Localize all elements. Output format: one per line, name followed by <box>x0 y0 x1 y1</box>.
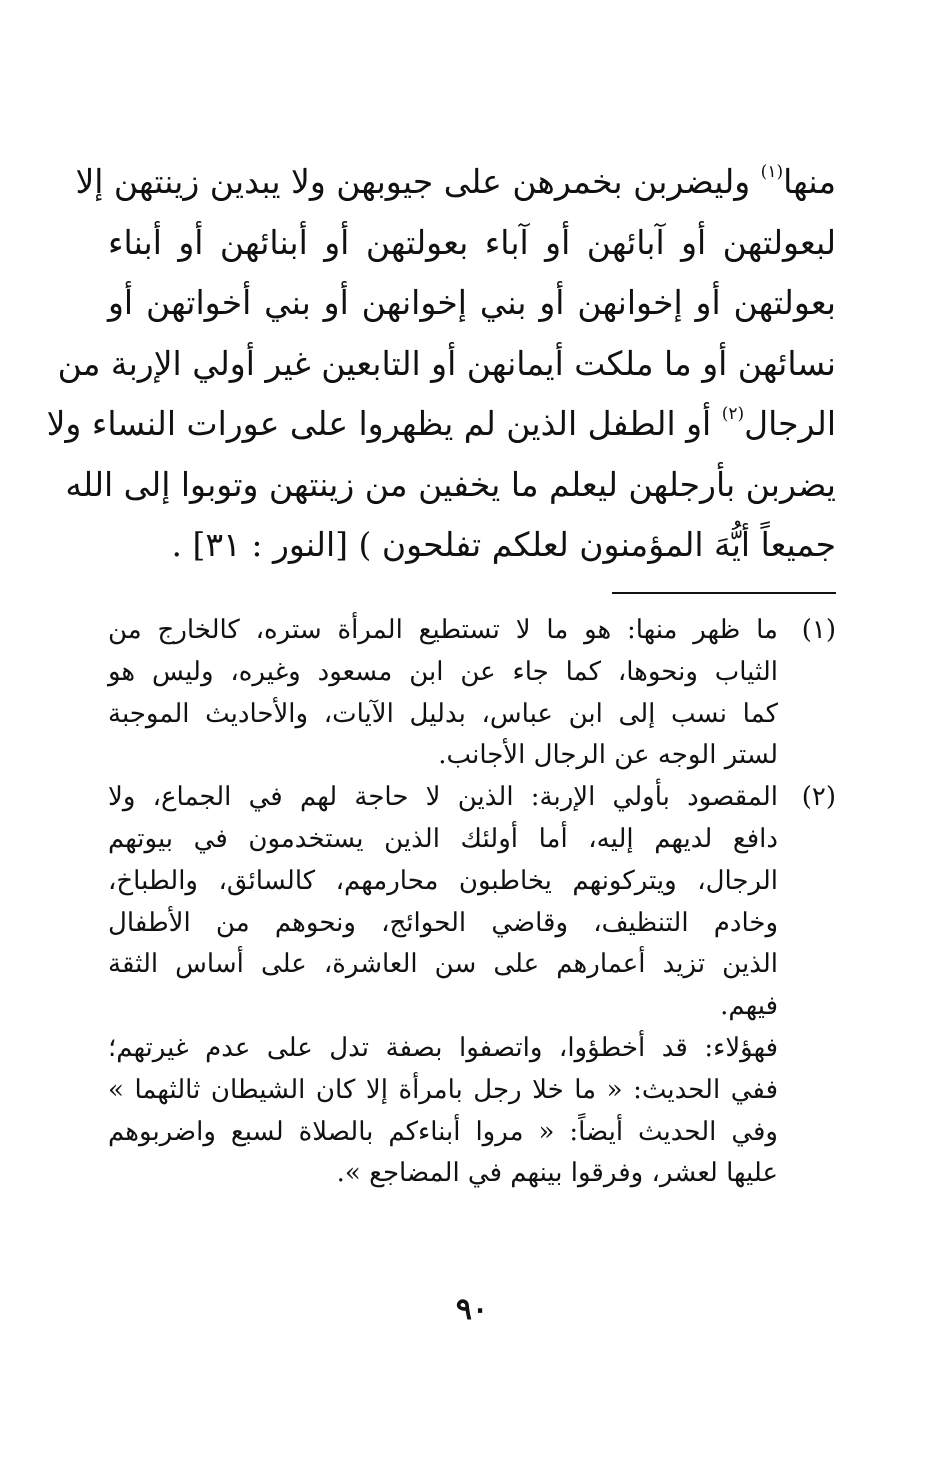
footnote-line: ما ظهر منها: هو ما لا تستطيع المرأة ستره، كالخارج من <box>108 615 778 645</box>
footnote-line: الرجال، ويتركونهم يخاطبون محارمهم، كالسائق، والطباخ، <box>108 865 778 896</box>
footnote-line: عليها لعشر، وفرقوا بينهم في المضاجع ». <box>336 1158 778 1189</box>
footnote-separator <box>612 592 836 594</box>
page-number: ٩٠ <box>455 1292 489 1327</box>
main-text-line: الرجال$^{(٢)}$ أو الطفل الذين لم يظهروا على عورات النساء ولا <box>46 404 836 443</box>
main-text-line: منها$^{(١)}$ وليضربن بخمرهن على جيوبهن ولا يبدين زينتهن إلا <box>75 162 836 201</box>
footnote-line: المقصود بأولي الإربة: الذين لا حاجة لهم في الجماع، ولا <box>108 782 778 813</box>
footnote-line: الذين تزيد أعمارهم على سن العاشرة، على أساس الثقة <box>108 949 778 980</box>
footnote-line: وخادم التنظيف، وقاضي الحوائج، ونحوهم من الأطفال <box>108 907 778 938</box>
footnote-body <box>108 610 778 777</box>
footnote-number: (١) <box>801 615 836 645</box>
footnote-line: ففي الحديث: « ما خلا رجل بامرأة إلا كان الشيطان ثالثهما » <box>108 1074 778 1105</box>
footnote-marker: (١) <box>760 162 784 182</box>
main-text-line: لبعولتهن أو آبائهن أو آباء بعولتهن أو أبنائهن أو أبناء <box>108 222 836 262</box>
main-text <box>46 152 836 576</box>
footnote-line: لستر الوجه عن الرجال الأجانب. <box>438 740 778 771</box>
footnote-1 <box>108 610 836 777</box>
footnote-line: كما نسب إلى ابن عباس، بدليل الآيات، والأحاديث الموجبة <box>108 698 778 729</box>
footnote-number: (٢) <box>801 782 836 813</box>
footnotes <box>108 610 836 1195</box>
footnote-line: دافع لديهم إليه، أما أولئك الذين يستخدمون في بيوتهم <box>108 823 778 854</box>
footnote-line: وفي الحديث أيضاً: « مروا أبناءكم بالصلاة لسبع واضربوهم <box>108 1116 778 1147</box>
main-text-line: نسائهن أو ما ملكت أيمانهن أو التابعين غير أولي الإربة من <box>57 343 836 383</box>
footnote-line: فيهم. <box>720 991 778 1022</box>
footnote-line: فهؤلاء: قد أخطؤوا، واتصفوا بصفة تدل على عدم غيرتهم؛ <box>108 1032 778 1063</box>
footnote-2 <box>108 777 836 1195</box>
main-text-line: بعولتهن أو إخوانهن أو بني إخوانهن أو بني أخواتهن أو <box>108 283 836 322</box>
main-text-line: يضربن بأرجلهن ليعلم ما يخفين من زينتهن وتوبوا إلى الله <box>65 464 836 504</box>
footnote-marker: (٢) <box>721 404 745 424</box>
footnote-body <box>108 777 778 1195</box>
footnote-line: الثياب ونحوها، كما جاء عن ابن مسعود وغيره، وليس هو <box>108 656 778 687</box>
main-text-line: جميعاً أيُّهَ المؤمنون لعلكم تفلحون ) [النور : ٣١] . <box>171 525 836 564</box>
